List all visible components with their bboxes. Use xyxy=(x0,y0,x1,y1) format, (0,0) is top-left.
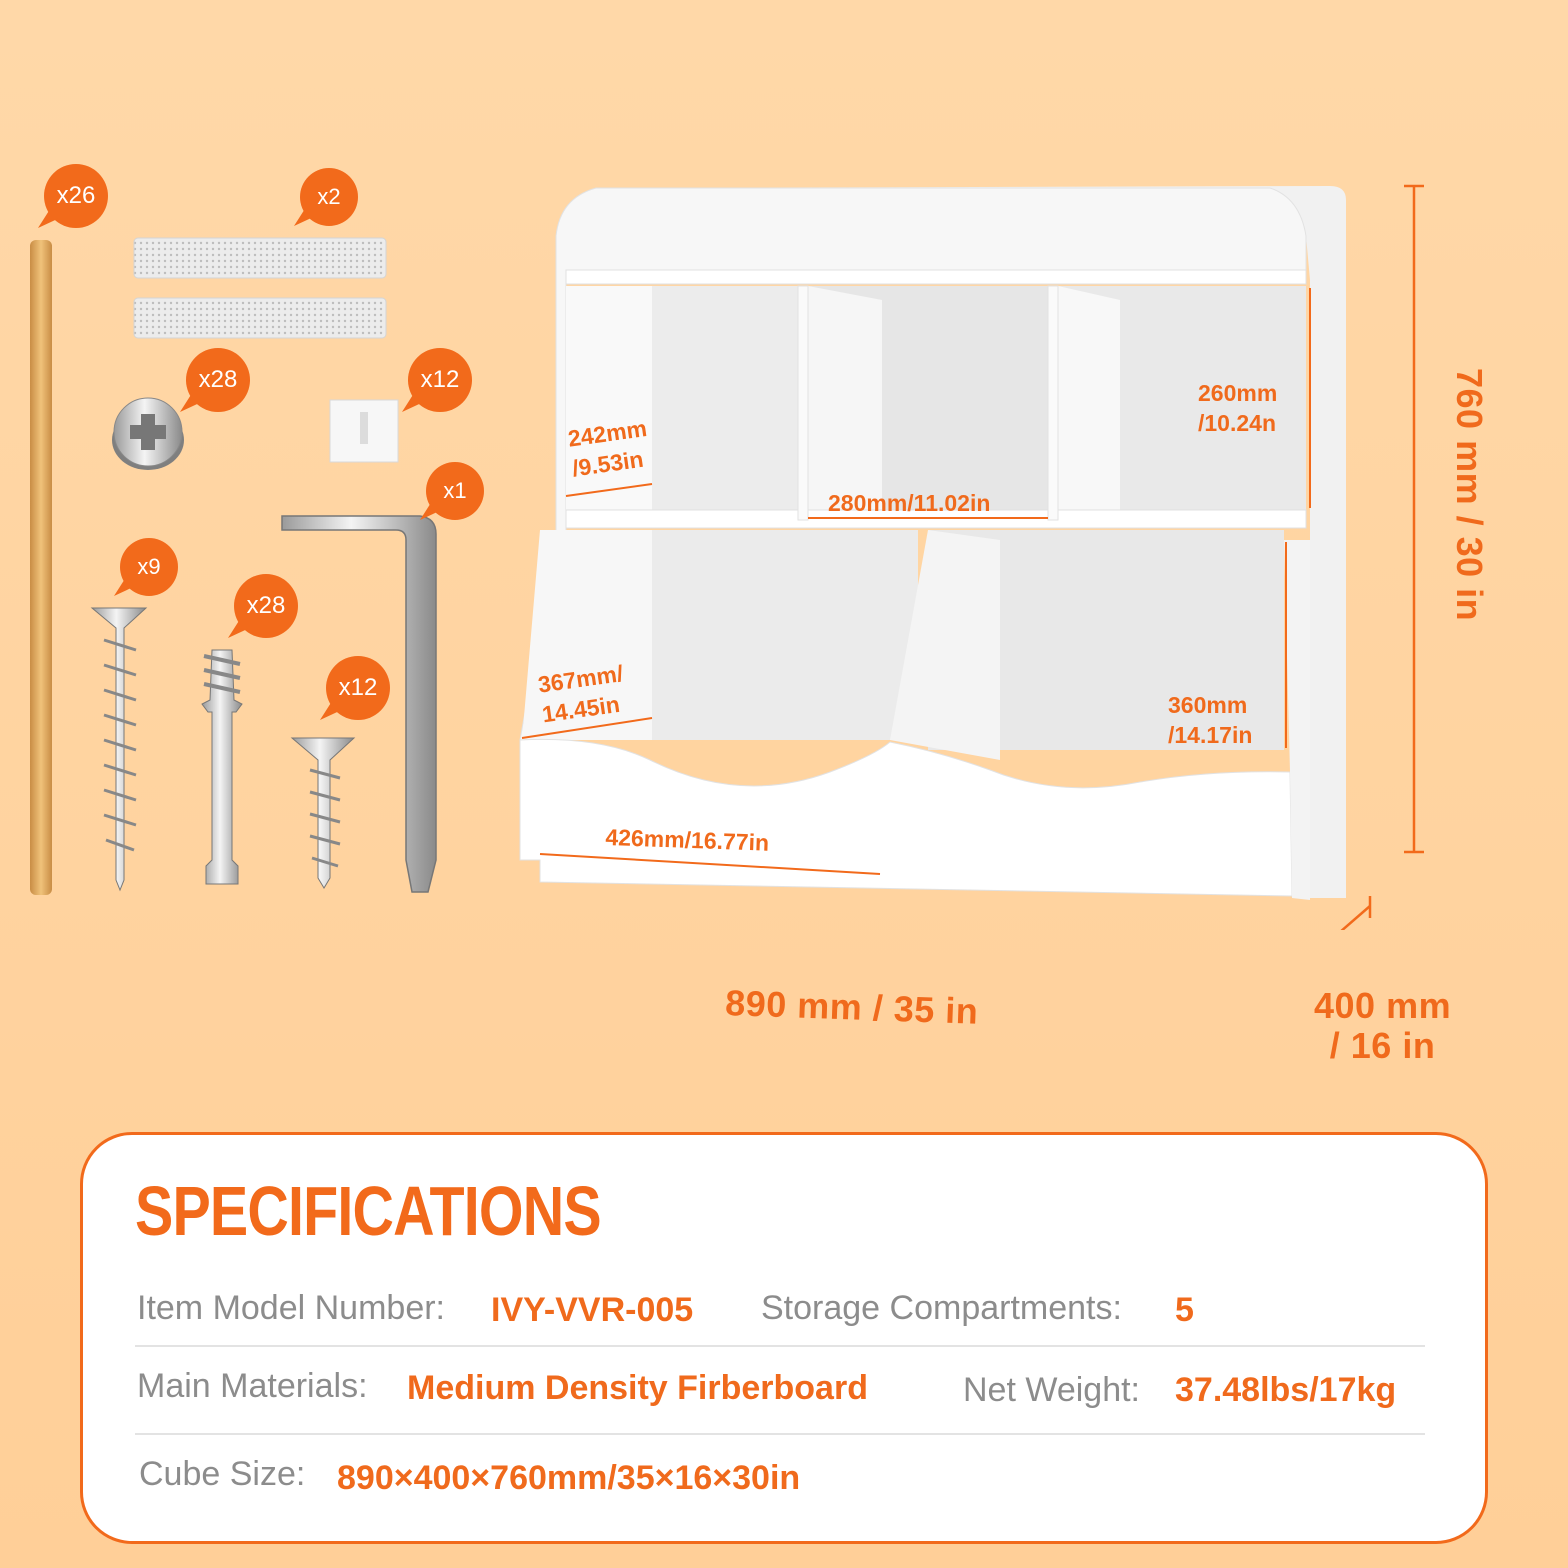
short-screw-qty-badge: x12 xyxy=(326,656,390,720)
overall-width-label: 890 mm / 35 in xyxy=(724,982,979,1032)
top-left-depth-label: 242mm /9.53in xyxy=(566,414,649,482)
model-number-label: Item Model Number: xyxy=(137,1289,445,1327)
storage-compartments-label: Storage Compartments: xyxy=(761,1289,1122,1327)
hardware-illustration xyxy=(0,0,520,920)
specifications-title: SPECIFICATIONS xyxy=(135,1172,601,1250)
bottom-left-depth-label: 367mm/ 14.45in xyxy=(536,660,625,728)
dowel-icon xyxy=(30,240,52,895)
wall-anchor-icon xyxy=(330,400,398,462)
net-weight-label: Net Weight: xyxy=(963,1371,1141,1409)
spec-divider-2 xyxy=(135,1433,1425,1435)
allen-key-qty-badge: x1 xyxy=(426,462,484,520)
shelf-illustration xyxy=(500,170,1560,930)
long-screw-qty-badge: x9 xyxy=(120,538,178,596)
net-weight-value: 37.48lbs/17kg xyxy=(1175,1371,1397,1409)
short-screw-icon xyxy=(292,738,354,888)
main-materials-label: Main Materials: xyxy=(137,1367,368,1405)
mending-plate-icon xyxy=(134,238,386,338)
cam-lock-qty-badge: x28 xyxy=(186,348,250,412)
cam-lock-icon xyxy=(112,398,184,470)
storage-compartments-value: 5 xyxy=(1175,1291,1194,1329)
bottom-width-label: 426mm/16.77in xyxy=(605,823,770,856)
long-screw-icon xyxy=(92,608,146,890)
cube-size-value: 890×400×760mm/35×16×30in xyxy=(337,1459,801,1497)
cam-bolt-icon xyxy=(202,650,242,884)
overall-height-label: 760 mm / 30 in xyxy=(1449,368,1490,622)
model-number-value: IVY-VVR-005 xyxy=(491,1291,694,1329)
specifications-card xyxy=(80,1132,1488,1544)
shelf-body xyxy=(520,186,1346,900)
top-mid-width-label: 280mm/11.02in xyxy=(828,490,991,516)
bottom-right-height-label: 360mm /14.17in xyxy=(1168,692,1253,748)
cube-size-label: Cube Size: xyxy=(139,1455,306,1493)
plate-qty-badge: x2 xyxy=(300,168,358,226)
anchor-qty-badge: x12 xyxy=(408,348,472,412)
main-materials-value: Medium Density Firberboard xyxy=(407,1369,868,1407)
dowel-qty-badge: x26 xyxy=(44,164,108,228)
overall-depth-label: 400 mm / 16 in xyxy=(1314,985,1452,1066)
spec-divider-1 xyxy=(135,1345,1425,1347)
cam-bolt-qty-badge: x28 xyxy=(234,574,298,638)
top-right-height-label: 260mm /10.24n xyxy=(1198,380,1278,436)
